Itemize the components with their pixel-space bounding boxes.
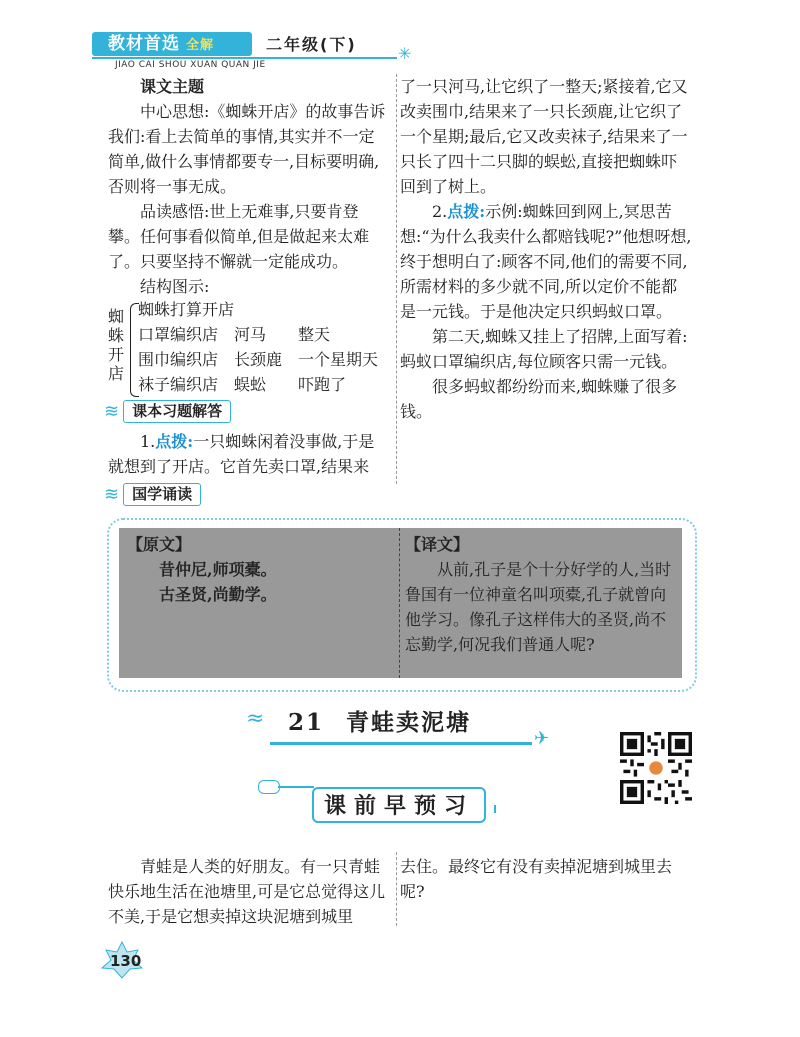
left-column [108,74,388,299]
dolphin-icon: ≈ [246,706,265,731]
structure-cell: 蜘蛛打算开店 [138,300,235,319]
right-column [400,74,692,424]
lesson-title [288,704,471,737]
structure-cell: 整天 [298,325,331,344]
structure-row [138,297,378,322]
theme-heading: 课文主题 [140,77,205,96]
ex2-text: 示例:蜘蛛回到网上,冥思苦想:“为什么我卖什么都赔钱呢?”他想呀想,终于想明白了:顾客不同,他们的需要不同,所需材料的多少就不同,所以定价不能都是一元钱。于是他决定只织蚂蚁口罩。 [400,202,692,321]
ex2-hint: 点拨: [447,202,486,221]
header-badge-text: 教材首选 [108,34,180,54]
header-badge-mark: 全解 [186,38,215,53]
page-number: 130 [110,952,142,970]
structure-root: 蜘蛛开店 [108,307,125,383]
intro-left [108,854,390,929]
banner-tail [486,805,496,813]
title-underline [270,742,532,745]
intro-right [400,854,692,904]
header-rule [92,57,397,59]
intro-left-text: 青蛙是人类的好朋友。有一只青蛙快乐地生活在池塘里,可是它总觉得这儿不美,于是它想卖掉这块泥塘到城里 [108,857,386,926]
ex2-para2: 第二天,蜘蛛又挂上了招牌,上面写着:蚂蚁口罩编织店,每位顾客只需一元钱。 [400,327,688,371]
structure-cell: 口罩编织店 [138,325,219,344]
structure-cell: 袜子编织店 [138,375,219,394]
header-subtitle: JIAO CAI SHOU XUAN QUAN JIE [115,60,266,70]
yuanwen-label: 【原文】 [127,535,192,554]
structure-label: 结构图示: [140,277,210,296]
intro-right-text: 去住。最终它有没有卖掉泥塘到城里去呢? [400,857,673,901]
ex2-num: 2. [432,202,448,221]
structure-cell: 蜈蚣 [234,375,267,394]
guoxue-banner [104,483,201,506]
banner-connector [278,786,314,788]
guoxue-banner-label: 国学诵读 [123,483,201,506]
yiwen-label: 【译文】 [405,535,470,554]
ex1-text: 一只蜘蛛闲着没事做,于是就想到了开店。它首先卖口罩,结果来 [108,432,375,476]
main-idea: 中心思想:《蜘蛛开店》的故事告诉我们:看上去简单的事情,其实并不一定简单,做什么事情都要专一,目标要明确,否则将一事无成。 [108,102,386,196]
structure-row [138,347,378,372]
snowflake-icon: ✳ [398,44,412,63]
exercise-1 [108,429,388,479]
yuanwen-line: 昔仲尼,师项橐。 [159,560,277,579]
exercise-banner-label: 课本习题解答 [123,400,231,423]
yuanwen-line: 古圣贤,尚勤学。 [159,585,277,604]
intro-divider [396,852,397,926]
structure-cell: 长颈鹿 [234,350,283,369]
header-badge [92,32,252,56]
structure-cell: 一个星期天 [298,350,379,369]
qr-code-icon[interactable] [620,732,692,804]
lesson-title-bar [246,704,551,736]
ex1-continued: 了一只河马,让它织了一整天;紧接着,它又改卖围巾,结果来了一只长颈鹿,让它织了一个星期;最后,它又改卖袜子,结果来了一只长了四十二只脚的蜈蚣,直接把蜘蛛吓回到了树上。 [400,77,688,196]
wave-icon: ≋ [104,484,120,505]
yiwen [405,532,677,657]
ex1-num: 1. [140,432,156,451]
structure-row [138,322,378,347]
lesson-number: 21 [288,709,325,736]
airplane-icon: ✈ [534,728,550,749]
column-divider [396,74,397,484]
yuanwen [127,532,277,607]
ex2-para3: 很多蚂蚁都纷纷而来,蜘蛛赚了很多钱。 [400,377,678,421]
lesson-name: 青蛙卖泥塘 [346,709,472,736]
exercise-banner [104,400,231,423]
structure-cell: 河马 [234,325,267,344]
reflection: 品读感悟:世上无难事,只要肯登攀。任何事看似简单,但是做起来太难了。只要坚持不懈就一定能成功。 [108,202,370,271]
wave-icon: ≋ [104,401,120,422]
banner-hook [258,780,280,794]
preview-banner: 课前早预习 [312,787,486,823]
header-grade: 二年级(下) [266,35,357,54]
structure-rows [138,297,378,397]
yiwen-text: 从前,孔子是个十分好学的人,当时鲁国有一位神童名叫项橐,孔子就曾向他学习。像孔子这样伟大的圣贤,尚不忘勤学,何况我们普通人呢? [405,560,672,654]
structure-row [138,372,378,397]
guoxue-divider [399,528,400,678]
ex1-hint: 点拨: [155,432,194,451]
structure-cell: 吓跑了 [298,375,347,394]
structure-cell: 围巾编织店 [138,350,219,369]
